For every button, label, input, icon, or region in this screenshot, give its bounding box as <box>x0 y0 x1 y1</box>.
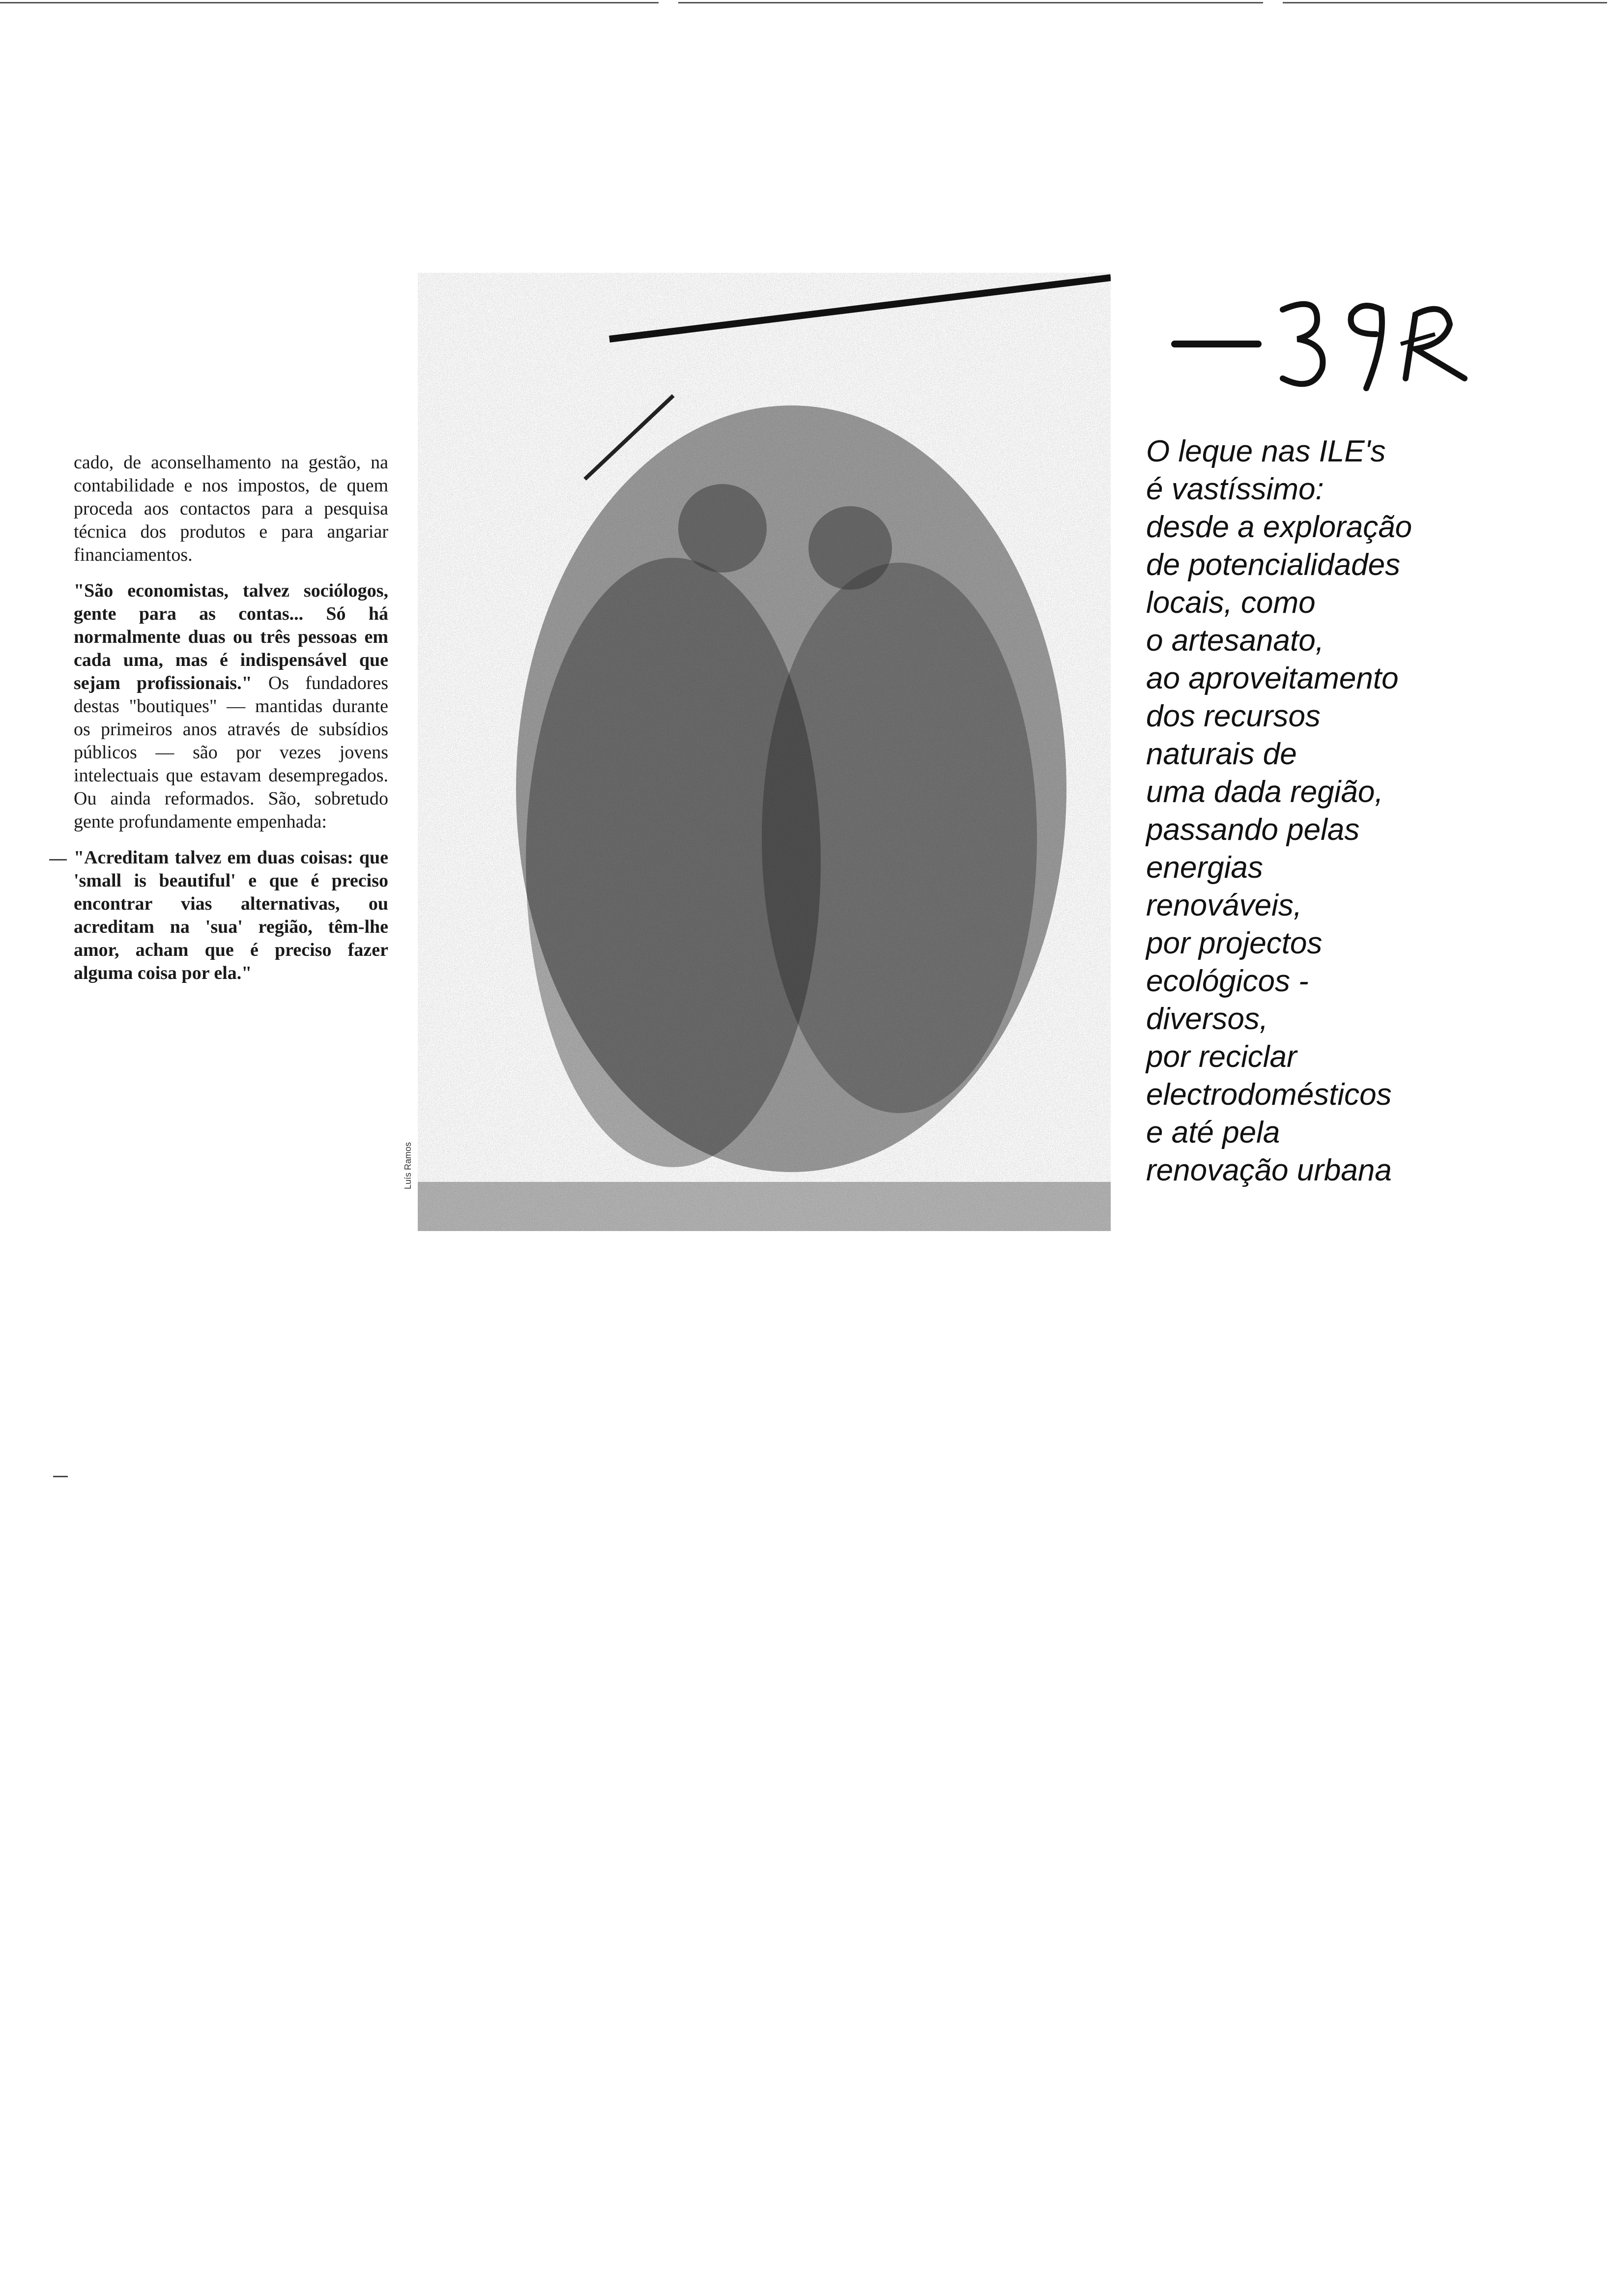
pull-quote-line: por reciclar <box>1146 1040 1297 1074</box>
scan-edge-line <box>678 2 1263 3</box>
pull-quote-line: naturais de <box>1146 737 1297 771</box>
paragraph-text: Os fundadores destas "boutiques" — mantidas durante os primeiros anos através de subsídios públicos — são por vezes jovens intelectuais que estavam desempregados. Ou ainda reformados. São, sobretudo gente profundamente empenhada: <box>74 673 388 832</box>
pull-quote-line: desde a exploração <box>1146 510 1412 544</box>
pull-quote-line: dos recursos <box>1146 699 1321 733</box>
margin-dash <box>49 859 67 861</box>
photo-credit: Luís Ramos <box>403 1142 413 1189</box>
pull-quote-line: renováveis, <box>1146 889 1302 922</box>
scan-edge-line <box>0 2 659 3</box>
pull-quote <box>1146 432 1539 1189</box>
article-photo <box>418 273 1111 1231</box>
pull-quote-line: uma dada região, <box>1146 775 1383 809</box>
pull-quote-line: ao aproveitamento <box>1146 661 1399 695</box>
pull-quote-line: ecológicos - <box>1146 964 1309 998</box>
pull-quote-line: passando pelas <box>1146 813 1360 847</box>
scan-edge-line <box>1283 2 1607 3</box>
pull-quote-line: de potencialidades <box>1146 548 1401 582</box>
pull-quote-line: electrodomésticos <box>1146 1078 1392 1112</box>
pull-quote-line: o artesanato, <box>1146 624 1324 658</box>
article-paragraph-1 <box>74 451 388 567</box>
pull-quote-line: e até pela <box>1146 1116 1280 1149</box>
quote-text: "Acreditam talvez em duas coisas: que 'small is beautiful' e que é preciso encontrar vias alternativas, ou acreditam na 'sua' região, têm-lhe amor, acham que é preciso fazer alguma coisa por ela." <box>74 847 388 983</box>
quote-text: "São economistas, talvez sociólogos, gente para as contas... Só há normalmente duas ou três pessoas em cada uma, mas é indispensável que sejam profissionais." <box>74 580 388 693</box>
pull-quote-line: por projectos <box>1146 926 1323 960</box>
pull-quote-line: locais, como <box>1146 586 1316 620</box>
paragraph-text: cado, de aconselhamento na gestão, na contabilidade e nos impostos, de quem proceda aos contactos para a pesquisa técnica dos produtos e para angariar financiamentos. <box>74 452 388 565</box>
article-column <box>74 451 388 998</box>
handwritten-page-mark <box>1170 280 1504 398</box>
pull-quote-line: energias <box>1146 851 1263 885</box>
photo-image <box>418 273 1111 1231</box>
pull-quote-line: renovação urbana <box>1146 1153 1392 1187</box>
article-paragraph-3 <box>74 846 388 985</box>
pull-quote-line: é vastíssimo: <box>1146 472 1324 506</box>
pull-quote-line: O leque nas ILE's <box>1146 434 1386 468</box>
article-paragraph-2 <box>74 579 388 833</box>
margin-dash <box>53 1476 68 1477</box>
pull-quote-line: diversos, <box>1146 1002 1268 1036</box>
